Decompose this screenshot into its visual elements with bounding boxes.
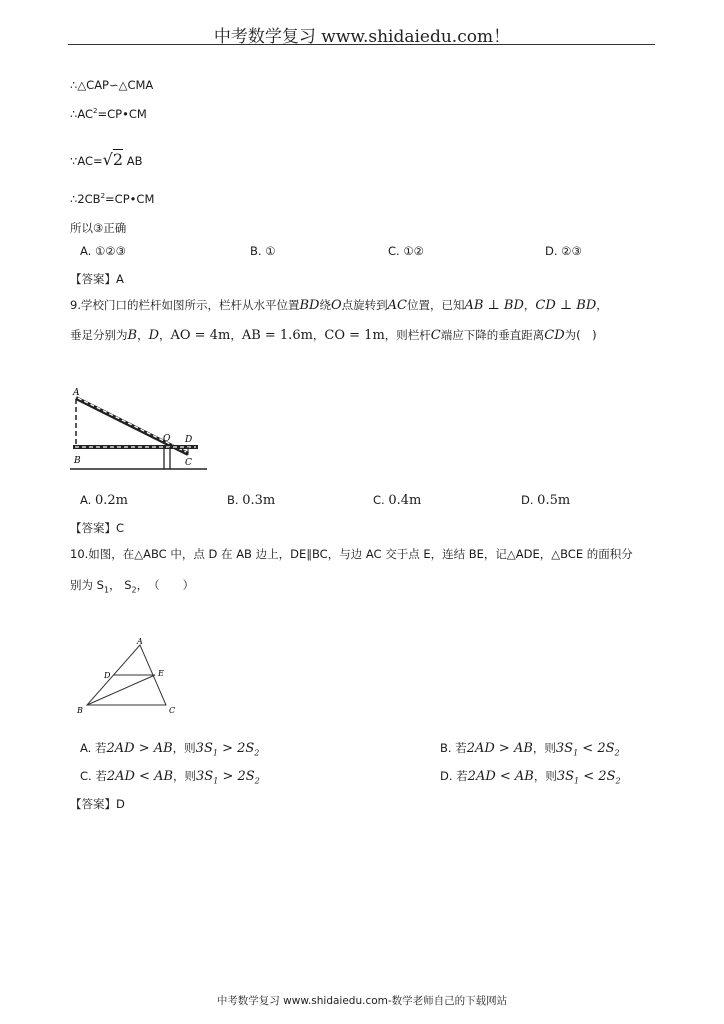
sqrt-symbol: √2 bbox=[102, 150, 124, 169]
label-b: B bbox=[74, 456, 81, 466]
page-footer: 中考数学复习 www.shidaiedu.com-数学老师自己的下载网站 bbox=[216, 995, 508, 1007]
q10-option-d: D. 若2AD < AB，则$3S_1 < 2S_2$ bbox=[440, 769, 621, 786]
proof-conclusion: 所以③正确 bbox=[70, 221, 127, 235]
q10-answer: 【答案】D bbox=[70, 797, 125, 811]
q8-option-c: C. ①② bbox=[388, 244, 424, 258]
proof-line-1: ∴△CAP∽△CMA bbox=[70, 78, 154, 92]
q9-stem-line-1: 9.学校门口的栏杆如图所示，栏杆从水平位置BD绕O点旋转到AC位置，已知AB ⊥ BD，CD ⊥ BD， bbox=[70, 298, 608, 313]
proof-line-4: $\therefore 2CB^2=CP•CM$ bbox=[70, 192, 155, 206]
label-c: C bbox=[169, 706, 176, 715]
label-a: A bbox=[73, 388, 80, 398]
q10-stem-line-1: 10.如图，在△ABC 中，点 D 在 AB 边上，DE∥BC，与边 AC 交于点 E，连结 BE，记△ADE，△BCE 的面积分 bbox=[70, 547, 633, 561]
page-header: 中考数学复习 www.shidaiedu.com！ bbox=[213, 27, 511, 47]
q9-option-a: A. 0.2m bbox=[80, 493, 128, 508]
q10-stem-line-2: 别为 $S_1$， $S_2$， （ ） bbox=[70, 578, 195, 595]
q8-option-a: A. ①②③ bbox=[80, 244, 126, 258]
q9-gate-figure bbox=[65, 385, 210, 475]
header-divider bbox=[68, 44, 655, 45]
q8-option-b: B. ① bbox=[250, 244, 276, 258]
label-e: E bbox=[158, 669, 164, 678]
label-d: D bbox=[104, 671, 111, 680]
q9-option-b: B. 0.3m bbox=[227, 493, 276, 508]
proof-line-3: ∵AC=√2 AB bbox=[70, 150, 143, 169]
q10-option-a: A. 若2AD > AB，则$3S_1 > 2S_2$ bbox=[80, 741, 260, 758]
q8-answer: 【答案】A bbox=[70, 272, 124, 286]
q9-option-d: D. 0.5m bbox=[521, 493, 571, 508]
q9-answer: 【答案】C bbox=[70, 521, 125, 535]
label-b: B bbox=[77, 706, 83, 715]
q10-triangle-figure bbox=[74, 636, 184, 716]
q8-option-d: D. ②③ bbox=[545, 244, 582, 258]
q9-stem-line-2: 垂足分别为B，D，AO = 4m，AB = 1.6m，CO = 1m，则栏杆C端应下降的垂直距离CD为( ) bbox=[70, 328, 597, 343]
label-d: D bbox=[185, 435, 193, 445]
proof-line-2: $\therefore AC^2=CP•CM$ bbox=[70, 107, 147, 121]
q10-option-c: C. 若2AD < AB，则$3S_1 > 2S_2$ bbox=[80, 769, 260, 786]
q9-option-c: C. 0.4m bbox=[373, 493, 422, 508]
label-c: C bbox=[185, 458, 192, 468]
label-a: A bbox=[137, 637, 143, 646]
segment-be bbox=[87, 675, 155, 705]
label-o: O bbox=[163, 434, 171, 444]
q10-option-b: B. 若2AD > AB，则$3S_1 < 2S_2$ bbox=[440, 741, 620, 758]
